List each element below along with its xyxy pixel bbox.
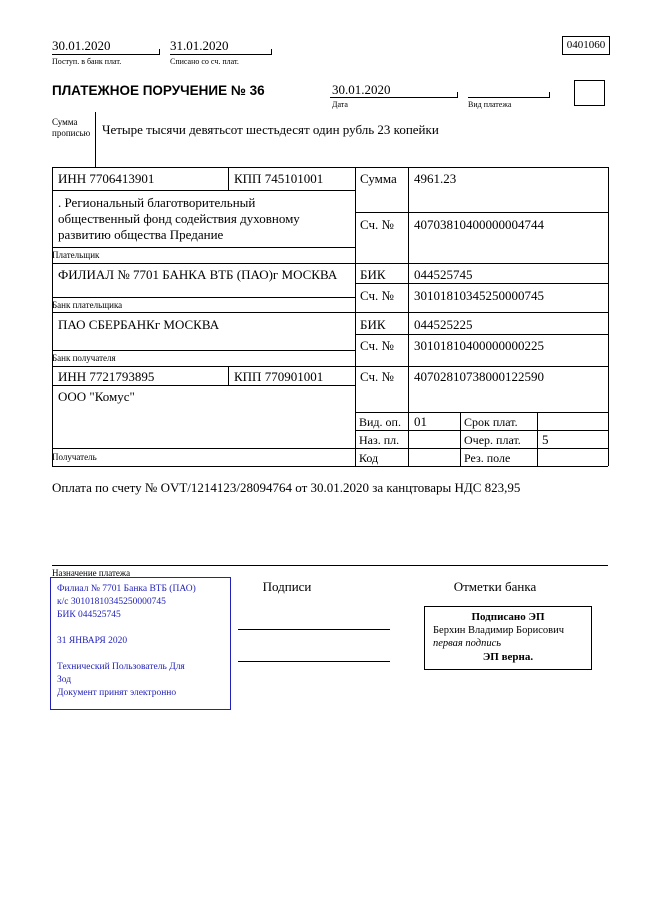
due-date-label: Срок плат. [464, 415, 518, 429]
form-code-box: 0401060 [562, 36, 610, 55]
received-date: 30.01.2020 [52, 38, 111, 53]
date-underline [330, 97, 458, 98]
signature-line-2 [238, 661, 390, 662]
payment-type-box [574, 80, 605, 106]
table-border-h [52, 350, 355, 351]
table-border-v [608, 167, 609, 466]
table-border-h [52, 366, 608, 367]
date-label: Дата [332, 100, 348, 109]
priority-value: 5 [542, 432, 549, 447]
payer-bank-section-label: Банк плательщика [52, 300, 123, 310]
table-border-v [408, 167, 409, 466]
payer-section-label: Плательщик [52, 250, 100, 260]
esign-signature-type: первая подпись [433, 638, 502, 649]
payer-account: 40703810400000004744 [414, 217, 544, 232]
purpose-divider-line [52, 565, 608, 566]
payment-type-label: Вид платежа [468, 100, 512, 109]
debited-date: 31.01.2020 [170, 38, 229, 53]
table-border-v [228, 366, 229, 385]
stamp-line: Филиал № 7701 Банка ВТБ (ПАО) [57, 584, 196, 594]
table-border-h [355, 212, 608, 213]
esign-box [424, 606, 592, 670]
payer-bank-name: ФИЛИАЛ № 7701 БАНКА ВТБ (ПАО)г МОСКВА [58, 267, 338, 282]
payer-kpp: КПП 745101001 [234, 171, 324, 186]
payer-bank-account: 30101810345250000745 [414, 288, 544, 303]
signature-line-1 [238, 629, 390, 630]
table-border-h [355, 412, 608, 413]
payee-bank-section-label: Банк получателя [52, 353, 116, 363]
table-border-h [355, 334, 608, 335]
table-border-h [52, 190, 355, 191]
table-border-v [460, 412, 461, 466]
payer-name: . Региональный благотворительный общественный фонд содействия духовному развитию общества Предание [58, 195, 300, 242]
table-border-h [355, 283, 608, 284]
table-border-h [52, 263, 608, 264]
purpose-text: Оплата по счету № OVT/1214123/28094764 от 30.01.2020 за канцтовары НДС 823,95 [52, 480, 521, 495]
priority-label: Очер. плат. [464, 433, 521, 447]
received-date-label: Поступ. в банк плат. [52, 57, 122, 66]
payer-account-label: Сч. № [360, 217, 394, 232]
sum-label: Сумма [360, 171, 397, 186]
payer-bank-bik: 044525745 [414, 267, 473, 282]
received-date-underline [52, 54, 160, 55]
payee-bank-bik: 044525225 [414, 317, 473, 332]
payee-bank-account: 30101810400000000225 [414, 338, 544, 353]
payee-account: 40702810738000122590 [414, 369, 544, 384]
bank-stamp-box [50, 577, 231, 710]
stamp-line [57, 648, 224, 661]
payee-bank-account-label: Сч. № [360, 338, 394, 353]
stamp-line: Документ принят электронно [57, 688, 177, 698]
debited-date-underline [170, 54, 272, 55]
amount-words-label: Сумма прописью [52, 117, 91, 138]
table-border-h [52, 297, 355, 298]
payee-bank-bik-label: БИК [360, 317, 386, 332]
table-border-h [52, 466, 608, 467]
payee-section-label: Получатель [52, 452, 97, 462]
esign-signer: Берхин Владимир Борисович [433, 625, 564, 636]
stamp-line: 31 ЯНВАРЯ 2020 [57, 636, 128, 646]
op-kind-label: Вид. оп. [359, 415, 401, 429]
payee-bank-name: ПАО СБЕРБАНКг МОСКВА [58, 317, 220, 332]
purpose-label: Назначение платежа [52, 568, 131, 578]
purpose-code-label: Наз. пл. [359, 433, 400, 447]
payee-inn: ИНН 7721793895 [58, 369, 155, 384]
stamp-line: к/с 30101810345250000745 [57, 597, 166, 607]
document-date: 30.01.2020 [332, 82, 391, 97]
stamp-line [57, 622, 224, 635]
payment-type-underline [468, 97, 550, 98]
document-title: ПЛАТЕЖНОЕ ПОРУЧЕНИЕ № 36 [52, 83, 265, 98]
stamp-line: БИК 044525745 [57, 610, 121, 620]
code-label: Код [359, 451, 379, 465]
payee-account-label: Сч. № [360, 369, 394, 384]
table-border-v [537, 412, 538, 466]
amount-words-text: Четыре тысячи девятьсот шестьдесят один рубль 23 копейки [102, 122, 439, 137]
stamp-line: Технический Пользователь Для [57, 662, 185, 672]
payer-inn: ИНН 7706413901 [58, 171, 155, 186]
signatures-heading: Подписи [262, 579, 312, 594]
stamp-line: Зод [57, 675, 72, 685]
table-border-h [52, 247, 355, 248]
table-border-h [52, 167, 608, 168]
amount-words-divider-line [95, 112, 96, 167]
payer-bank-account-label: Сч. № [360, 288, 394, 303]
payer-bank-bik-label: БИК [360, 267, 386, 282]
table-border-h [52, 448, 608, 449]
op-kind-value: 01 [414, 414, 427, 429]
debited-date-label: Списано со сч. плат. [170, 57, 239, 66]
table-border-h [52, 312, 608, 313]
reserve-field-label: Рез. поле [464, 451, 511, 465]
table-border-h [355, 430, 608, 431]
table-border-h [52, 385, 355, 386]
table-border-v [228, 167, 229, 190]
payee-name: ООО "Комус" [58, 389, 135, 404]
table-border-v [52, 167, 53, 466]
esign-status: ЭП верна. [482, 651, 534, 663]
table-border-v [355, 167, 356, 466]
esign-title: Подписано ЭП [471, 611, 545, 623]
sum-value: 4961.23 [414, 171, 457, 186]
bank-marks-heading: Отметки банка [453, 579, 537, 594]
payee-kpp: КПП 770901001 [234, 369, 324, 384]
